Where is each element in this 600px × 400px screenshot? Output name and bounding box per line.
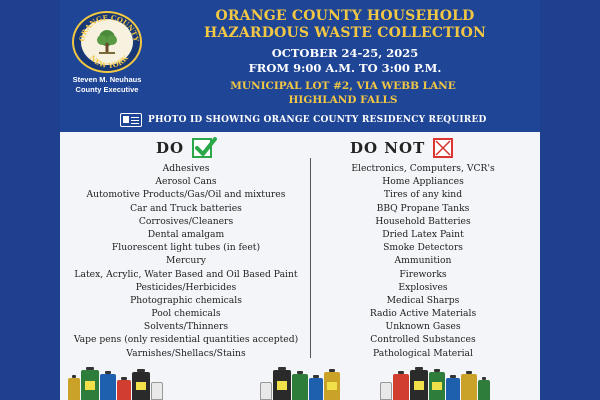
donot-item: Household Batteries [375,215,471,227]
donot-item: Unknown Gases [385,321,461,333]
do-heading-text: DO [156,139,185,157]
do-item: Pesticides/Herbicides [135,281,237,293]
donot-item: Pathological Material [373,347,473,359]
do-item: Pool chemicals [151,308,221,320]
do-item: Dental amalgam [147,228,225,240]
svg-text:ORANGE COUNTY: ORANGE COUNTY [77,13,141,43]
seal-lettering [74,13,144,75]
do-item: Aerosol Cans [155,176,217,188]
do-item: Corrosives/Cleaners [138,215,234,227]
column-divider [310,158,311,358]
title-line-1: ORANGE COUNTY HOUSEHOLD [215,8,475,24]
right-border [540,0,600,400]
do-item: Varnishes/Shellacs/Stains [126,347,246,359]
title-line-2: HAZARDOUS WASTE COLLECTION [203,25,487,41]
donot-heading [350,138,453,158]
donot-item: Explosives [398,281,448,293]
left-border [0,0,60,400]
donot-item: Home Appliances [382,176,464,188]
hazardous-waste-containers-icon [68,366,164,400]
id-notice [120,112,520,128]
donot-item: Electronics, Computers, VCR's [351,163,495,174]
do-list [66,162,306,360]
event-dates: OCTOBER 24-25, 2025 [271,46,419,60]
donot-item: Smoke Detectors [383,242,463,254]
donot-item: Controlled Substances [370,334,476,346]
flyer [60,0,540,400]
svg-text:NEW YORK: NEW YORK [88,53,130,71]
donot-item: BBQ Propane Tanks [376,202,470,214]
id-card-icon [120,113,142,127]
donot-item: Medical Sharps [386,294,460,306]
hazardous-waste-containers-icon [380,366,491,400]
do-item: Photographic chemicals [130,294,242,306]
donot-heading-text: DO NOT [350,139,426,157]
red-x-icon [433,138,453,158]
do-item: Car and Truck batteries [130,202,242,214]
location-line-2: HIGHLAND FALLS [288,94,398,106]
executive-name: Steven M. Neuhaus [72,75,142,84]
donot-item: Dried Latex Paint [382,228,464,240]
do-item: Mercury [166,255,206,267]
donot-item: Ammunition [394,255,452,267]
do-heading [156,138,212,158]
donot-item: Radio Active Materials [369,308,477,320]
do-item: Vape pens (only residential quantities accepted) [73,334,299,346]
donot-item: Tires of any kind [383,189,463,201]
id-notice-text: PHOTO ID SHOWING ORANGE COUNTY RESIDENCY REQUIRED [148,115,487,125]
do-item: Solvents/Thinners [143,321,229,333]
hazardous-waste-containers-icon [260,366,341,400]
do-item: Automotive Products/Gas/Oil and mixtures [86,189,286,201]
do-item: Adhesives [162,163,210,174]
do-item: Latex, Acrylic, Water Based and Oil Based Paint [74,268,298,280]
executive-title: County Executive [75,85,139,94]
flyer-header [60,0,540,132]
green-check-icon [192,138,212,158]
donot-item: Fireworks [399,268,447,280]
location-line-1: MUNICIPAL LOT #2, VIA WEBB LANE [230,80,456,92]
tree-seal-icon [72,11,142,73]
donot-list [318,162,528,360]
event-hours: FROM 9:00 A.M. TO 3:00 P.M. [248,61,442,75]
do-item: Fluorescent light tubes (in feet) [111,242,261,254]
